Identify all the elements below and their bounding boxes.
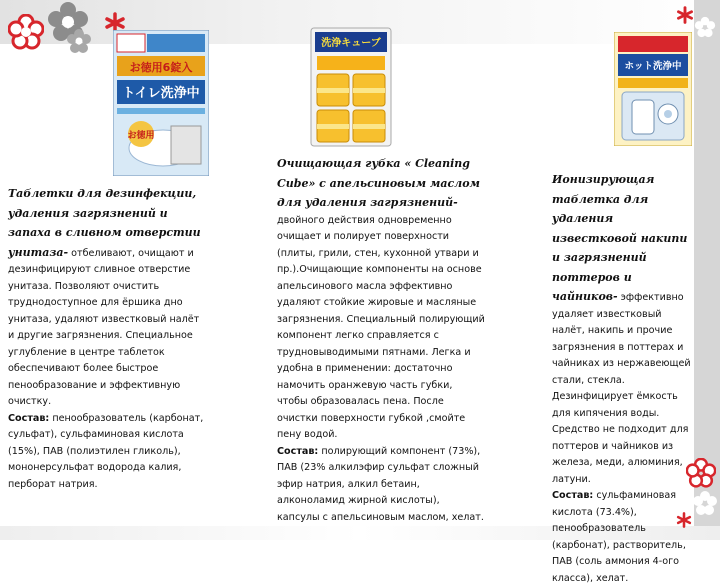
product-image-sponge: [307, 26, 395, 148]
composition-text: сульфаминовая кислота (73.4%), пенообразователь (карбонат), растворитель, ПАВ (соль аммония 4-ого класса), хелат.: [552, 490, 686, 584]
product-description: двойного действия одновременно очищает и полирует поверхности (плиты, грили, стен, кухонной утвари и пр.).Очищающие компоненты на основе апельсинового масла эффективно удаляют стойкие жировые и масляные загрязнения. Специальный полирующий компонент легко справляется с трудновыводимыми пятнами. Легка и удобна в применении: достаточно намочить оранжевую часть губки, чтобы образовалась пена. После очистки поверхности губкой ,смойте пену водой.: [277, 214, 485, 440]
title-suffix: -: [613, 290, 618, 303]
product-title: Таблетки для дезинфекции, удаления загрязнений и запаха в сливном отверстии унитаза: [8, 187, 201, 259]
composition-text: полирующий компонент (73%), ПАВ (23% алкилэфир сульфат сложный эфир натрия, алкил бетаин, алконоламид жирной кислоты), капсулы с апельсиновым маслом, хелат.: [277, 445, 484, 523]
flower-icon: [692, 490, 718, 516]
flower-icon: [8, 14, 44, 50]
product-description-tablets: [8, 184, 208, 493]
composition-text: пенообразователь (карбонат, сульфат), сульфаминовая кислота (15%), ПАВ (полиэтилен гликоль), мононерсульфат водорода калия, перборат натрия.: [8, 412, 204, 490]
composition-label: Состав:: [277, 445, 319, 457]
package-brand: 洗浄キューブ: [321, 38, 381, 49]
package-brand: トイレ洗浄中: [122, 86, 200, 101]
flower-icon: [694, 16, 716, 38]
package-brand: ホット洗浄中: [624, 61, 682, 72]
product-description-ionizing-tablet: [552, 170, 694, 587]
product-description-sponge: [277, 154, 485, 526]
asterisk-icon: [676, 6, 694, 24]
package-badge: お徳用: [127, 131, 155, 141]
product-title: Ионизирующая таблетка для удаления известковой накипи и загрязнений поттеров и чайников: [552, 173, 688, 303]
package-label-top: お徳用6錠入: [129, 61, 193, 74]
product-description: отбеливают, очищают и дезинфицируют сливное отверстие унитаза. Позволяют очистить труднодоступное для ёршика дно унитаза, удаляют известковый налёт и другие загрязнения. Специальное углубление в центре таблеток обеспечивают более быстрое пенообразование и эффективную очистку.: [8, 247, 200, 407]
title-suffix: -: [63, 245, 69, 259]
composition-label: Состав:: [8, 412, 50, 424]
flower-icon: [66, 28, 92, 54]
composition-label: Состав:: [552, 490, 594, 501]
title-suffix: -: [453, 196, 458, 209]
product-image-tablets: [113, 30, 209, 176]
product-image-ionizing-tablet: [614, 32, 692, 146]
product-title: Очищающая губка « Cleaning Cube» с апельсиновым маслом для удаления загрязнений: [277, 157, 480, 209]
product-description: эффективно удаляет известковый налёт, накипь и прочие загрязнения в поттерах и чайниках из нержавеющей стали, стекла. Дезинфицирует ёмкость для кипячения воды. Средство не подходит для поттеров и чайников из железа, меди, алюминия, латуни.: [552, 292, 691, 485]
